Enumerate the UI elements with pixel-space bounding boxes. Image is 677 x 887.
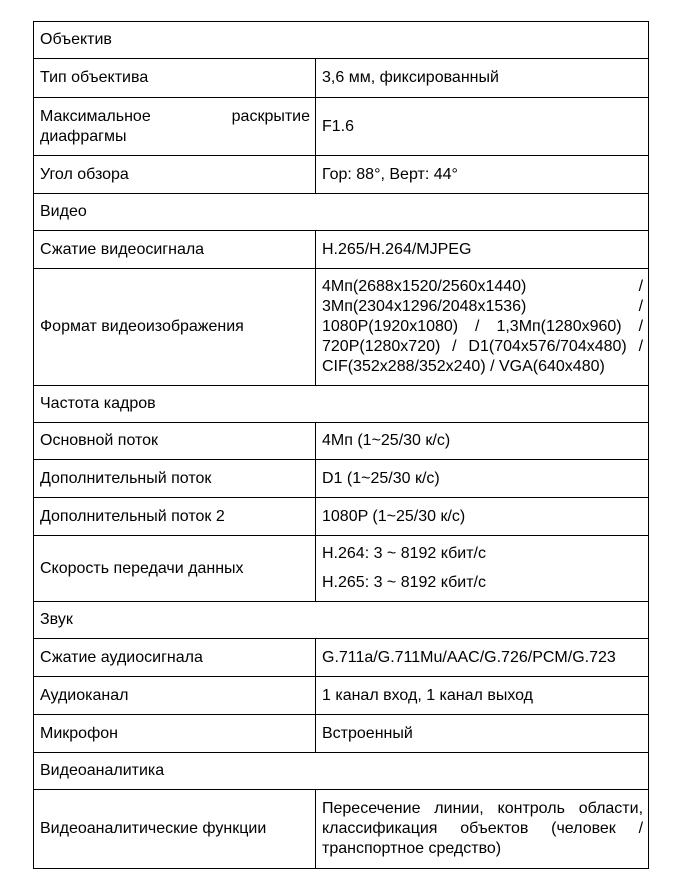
spec-value <box>316 536 649 602</box>
spec-value: 4Мп (1~25/30 к/с) <box>316 423 649 460</box>
spec-value-line: H.265: 3 ~ 8192 кбит/с <box>322 574 486 591</box>
spec-row <box>34 677 649 715</box>
spec-row <box>34 156 649 194</box>
spec-label: Сжатие аудиосигнала <box>34 639 316 677</box>
spec-row <box>34 536 649 602</box>
spec-label: Аудиоканал <box>34 677 316 715</box>
spec-value: H.265/H.264/MJPEG <box>316 231 649 269</box>
spec-value: F1.6 <box>316 98 649 156</box>
spec-row <box>34 790 649 869</box>
section-row-analytics <box>34 753 649 790</box>
spec-row <box>34 715 649 753</box>
section-header: Объектив <box>34 22 649 59</box>
spec-value: D1 (1~25/30 к/с) <box>316 460 649 498</box>
spec-label: Дополнительный поток 2 <box>34 498 316 536</box>
spec-row <box>34 269 649 386</box>
spec-label: Скорость передачи данных <box>34 536 316 602</box>
section-header: Видеоаналитика <box>34 753 649 790</box>
spec-value: 1 канал вход, 1 канал выход <box>316 677 649 715</box>
spec-row <box>34 639 649 677</box>
section-header: Звук <box>34 602 649 639</box>
spec-label: Максимальное раскрытие диафрагмы <box>34 98 316 156</box>
section-row-framerate <box>34 386 649 423</box>
spec-label: Микрофон <box>34 715 316 753</box>
spec-row <box>34 98 649 156</box>
spec-value: 3,6 мм, фиксированный <box>316 59 649 98</box>
section-row-lens <box>34 22 649 59</box>
spec-value: Пересечение линии, контроль области, классификация объектов (человек / транспортное средство) <box>316 790 649 869</box>
spec-value: G.711a/G.711Mu/AAC/G.726/PCM/G.723 <box>316 639 649 677</box>
spec-row <box>34 231 649 269</box>
section-row-video <box>34 194 649 231</box>
spec-row <box>34 423 649 460</box>
spec-value: 4Мп(2688x1520/2560x1440) / 3Мп(2304x1296/2048x1536) / 1080P(1920x1080) / 1,3Мп(1280x960) / 720P(1280x720) / D1(704x576/704x480) / CIF(352x288/352x240) / VGA(640x480) <box>316 269 649 386</box>
spec-value-line: H.264: 3 ~ 8192 кбит/с <box>322 545 486 562</box>
spec-label: Видеоаналитические функции <box>34 790 316 869</box>
spec-label: Дополнительный поток <box>34 460 316 498</box>
spec-label: Сжатие видеосигнала <box>34 231 316 269</box>
spec-row <box>34 59 649 98</box>
spec-label: Формат видеоизображения <box>34 269 316 386</box>
section-row-audio <box>34 602 649 639</box>
section-header: Частота кадров <box>34 386 649 423</box>
spec-label: Основной поток <box>34 423 316 460</box>
spec-label: Угол обзора <box>34 156 316 194</box>
spec-value: 1080P (1~25/30 к/с) <box>316 498 649 536</box>
spec-value: Встроенный <box>316 715 649 753</box>
spec-label: Тип объектива <box>34 59 316 98</box>
spec-value: Гор: 88°, Верт: 44° <box>316 156 649 194</box>
section-header: Видео <box>34 194 649 231</box>
spec-table <box>33 21 649 869</box>
spec-row <box>34 460 649 498</box>
spec-row <box>34 498 649 536</box>
